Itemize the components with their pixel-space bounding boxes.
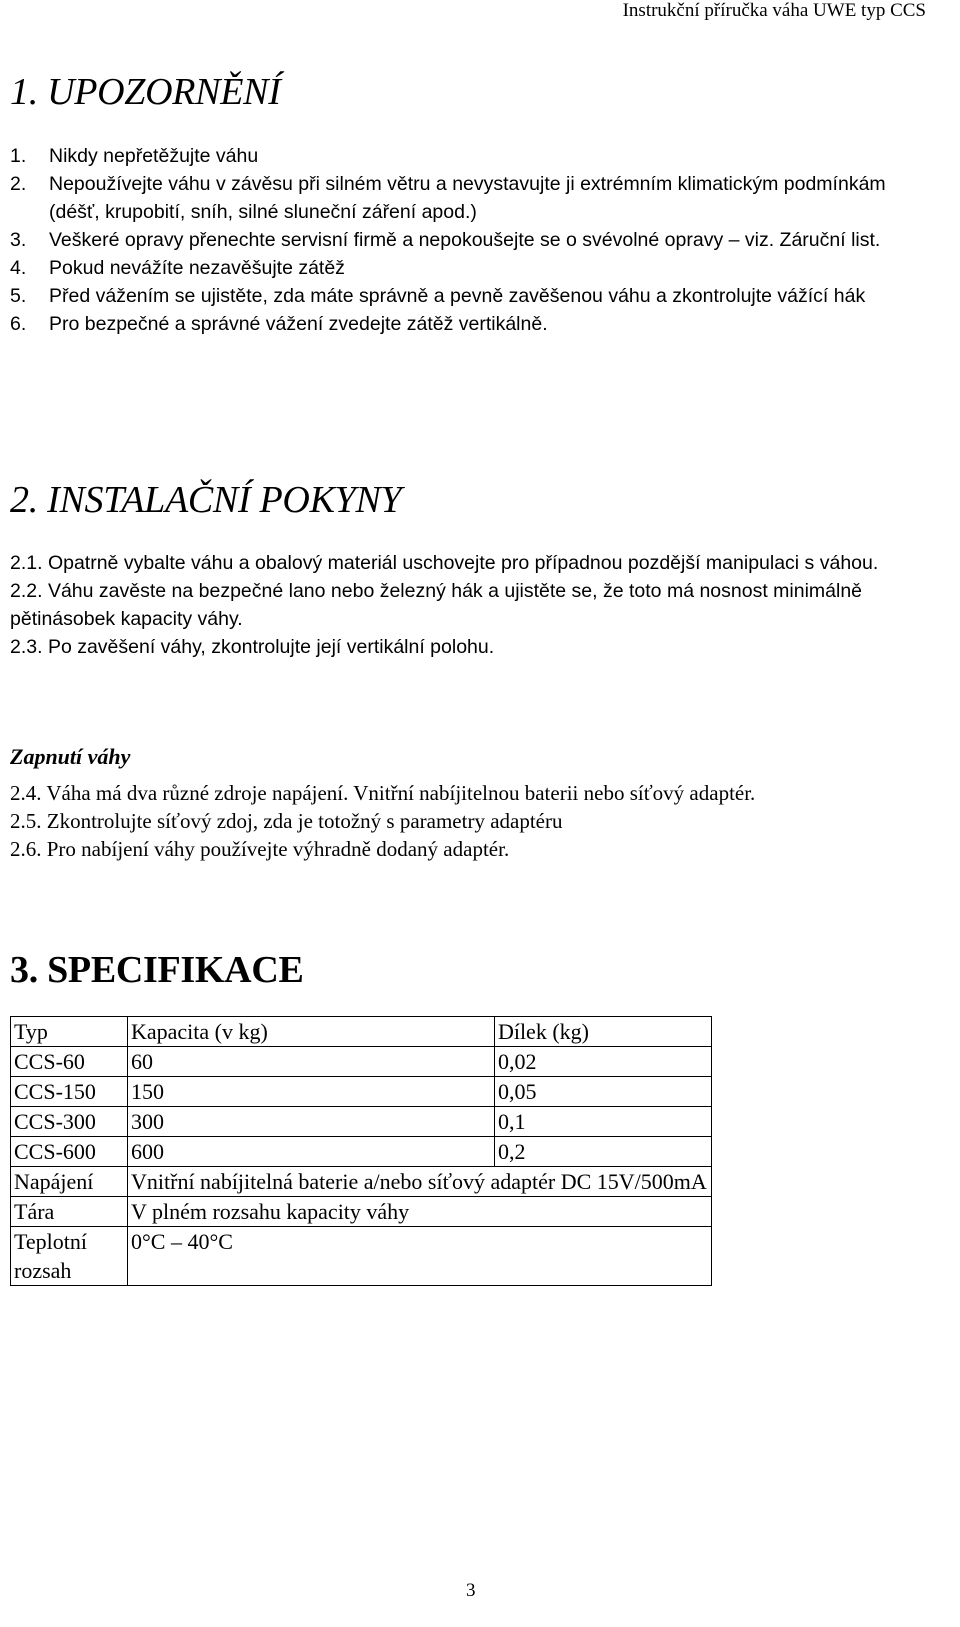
table-cell: Tára <box>11 1197 128 1227</box>
table-cell: Napájení <box>11 1167 128 1197</box>
table-header-row <box>11 1017 712 1047</box>
table-cell: V plném rozsahu kapacity váhy <box>128 1197 712 1227</box>
table-row <box>11 1197 712 1227</box>
table-cell: Teplotní rozsah <box>11 1227 128 1286</box>
section2-title: 2. INSTALAČNÍ POKYNY <box>10 479 402 521</box>
table-cell: 300 <box>128 1107 495 1137</box>
subheading-power: Zapnutí váhy <box>10 744 131 769</box>
table-cell: CCS-300 <box>11 1107 128 1137</box>
list-item: 4. Pokud nevážíte nezavěšujte zátěž <box>10 257 345 279</box>
paragraph: 2.2. Váhu zavěste na bezpečné lano nebo železný hák a ujistěte se, že toto má nosnost minimálně pětinásobek kapacity váhy. <box>10 580 863 630</box>
table-header-cell: Typ <box>11 1017 128 1047</box>
table-row <box>11 1107 712 1137</box>
specification-table <box>10 1016 712 1286</box>
paragraph: 2.5. Zkontrolujte síťový zdoj, zda je totožný s parametry adaptéru <box>10 809 563 833</box>
table-cell: 150 <box>128 1077 495 1107</box>
page-number: 3 <box>466 1580 476 1601</box>
table-cell: CCS-600 <box>11 1137 128 1167</box>
table-row <box>11 1227 712 1286</box>
warnings-list <box>10 142 910 338</box>
table-header-cell: Dílek (kg) <box>494 1017 711 1047</box>
table-row <box>11 1077 712 1107</box>
list-item: 1. Nikdy nepřetěžujte váhu <box>10 145 259 167</box>
paragraph: 2.6. Pro nabíjení váhy používejte výhradně dodaný adaptér. <box>10 837 510 861</box>
page-header: Instrukční příručka váha UWE typ CCS <box>622 0 926 21</box>
table-row <box>11 1047 712 1077</box>
table-cell: 0,02 <box>494 1047 711 1077</box>
table-row <box>11 1137 712 1167</box>
table-cell: CCS-60 <box>11 1047 128 1077</box>
paragraph: 2.1. Opatrně vybalte váhu a obalový materiál uschovejte pro případnou pozdější manipulaci s váhou. <box>10 552 879 574</box>
table-row <box>11 1167 712 1197</box>
section3-title: 3. SPECIFIKACE <box>10 949 304 991</box>
list-item: 2. Nepoužívejte váhu v závěsu při silném větru a nevystavujte ji extrémním klimatickým podmínkám (déšť, krupobití, sníh, silné sluneční záření apod.) <box>10 173 886 223</box>
table-cell: 0°C – 40°C <box>128 1227 712 1286</box>
table-cell: 600 <box>128 1137 495 1167</box>
paragraph: 2.3. Po zavěšení váhy, zkontrolujte její vertikální polohu. <box>10 636 495 658</box>
table-cell: Vnitřní nabíjitelná baterie a/nebo síťový adaptér DC 15V/500mA <box>128 1167 712 1197</box>
table-cell: 0,2 <box>494 1137 711 1167</box>
table-cell: 60 <box>128 1047 495 1077</box>
list-item: 5. Před vážením se ujistěte, zda máte správně a pevně zavěšenou váhu a zkontrolujte vážící hák <box>10 285 866 307</box>
list-item: 3. Veškeré opravy přenechte servisní firmě a nepokoušejte se o svévolné opravy – viz. Záruční list. <box>10 229 881 251</box>
section1-title: 1. UPOZORNĚNÍ <box>10 71 281 113</box>
power-paragraphs <box>10 779 940 863</box>
table-cell: 0,05 <box>494 1077 711 1107</box>
list-item: 6. Pro bezpečné a správné vážení zvedejte zátěž vertikálně. <box>10 313 548 335</box>
paragraph: 2.4. Váha má dva různé zdroje napájení. Vnitřní nabíjitelnou baterii nebo síťový adaptér. <box>10 781 756 805</box>
table-header-cell: Kapacita (v kg) <box>128 1017 495 1047</box>
table-cell: 0,1 <box>494 1107 711 1137</box>
install-paragraphs <box>10 549 940 661</box>
table-cell: CCS-150 <box>11 1077 128 1107</box>
